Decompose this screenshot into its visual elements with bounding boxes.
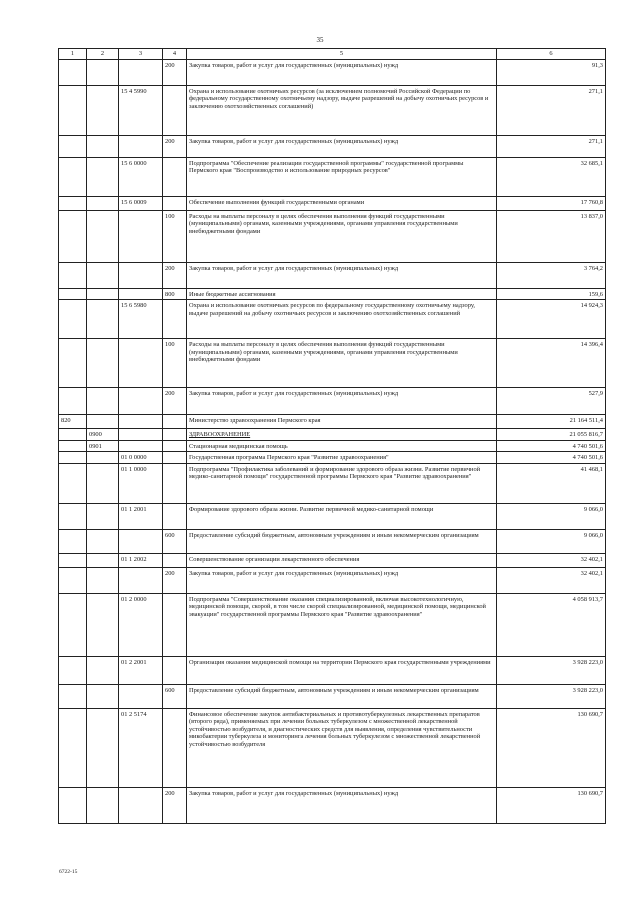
cell-section xyxy=(59,787,87,823)
cell-expense-type: 600 xyxy=(163,529,187,553)
cell-section xyxy=(59,503,87,529)
cell-section xyxy=(59,708,87,787)
cell-section xyxy=(59,452,87,464)
cell-section xyxy=(59,196,87,210)
cell-name: Государственная программа Пермского края "Развитие здравоохранения" xyxy=(187,452,497,464)
cell-name: Расходы на выплаты персоналу в целях обеспечения выполнения функций государственными (муниципальными) органами, казенными учреждениями, органами управления государственными внебюджетными фондами xyxy=(187,210,497,262)
cell-name: Предоставление субсидий бюджетным, автономным учреждениям и иным некоммерческим организациям xyxy=(187,684,497,708)
cell-subsection xyxy=(87,708,119,787)
cell-section xyxy=(59,440,87,452)
cell-name: Закупка товаров, работ и услуг для государственных (муниципальных) нужд xyxy=(187,135,497,157)
header-col-5: 5 xyxy=(187,49,497,60)
cell-expense-type: 200 xyxy=(163,787,187,823)
cell-section xyxy=(59,463,87,503)
cell-expense-type xyxy=(163,452,187,464)
cell-expense-type: 100 xyxy=(163,339,187,388)
cell-target-article xyxy=(119,339,163,388)
cell-subsection xyxy=(87,553,119,567)
cell-name: Совершенствование организации лекарственного обеспечения xyxy=(187,553,497,567)
cell-target-article: 15 6 5980 xyxy=(119,300,163,339)
table-row xyxy=(59,135,606,157)
cell-expense-type: 100 xyxy=(163,210,187,262)
cell-amount: 4 058 913,7 xyxy=(497,593,606,656)
cell-section: 820 xyxy=(59,415,87,429)
cell-section xyxy=(59,684,87,708)
cell-name: Иные бюджетные ассигнования xyxy=(187,288,497,300)
cell-expense-type xyxy=(163,429,187,441)
cell-section xyxy=(59,429,87,441)
cell-subsection xyxy=(87,339,119,388)
cell-amount: 130 690,7 xyxy=(497,708,606,787)
table-row xyxy=(59,85,606,135)
cell-expense-type xyxy=(163,85,187,135)
cell-section xyxy=(59,85,87,135)
cell-name: Министерство здравоохранения Пермского края xyxy=(187,415,497,429)
cell-amount: 271,1 xyxy=(497,85,606,135)
cell-section xyxy=(59,388,87,415)
cell-subsection xyxy=(87,415,119,429)
cell-expense-type: 800 xyxy=(163,288,187,300)
cell-amount: 159,6 xyxy=(497,288,606,300)
table-row xyxy=(59,196,606,210)
header-col-4: 4 xyxy=(163,49,187,60)
cell-target-article xyxy=(119,529,163,553)
table-row xyxy=(59,452,606,464)
cell-target-article xyxy=(119,288,163,300)
table-row xyxy=(59,440,606,452)
cell-section xyxy=(59,135,87,157)
cell-amount: 41 468,1 xyxy=(497,463,606,503)
cell-section xyxy=(59,529,87,553)
cell-amount: 32 402,1 xyxy=(497,553,606,567)
cell-expense-type xyxy=(163,656,187,684)
cell-amount: 3 928 223,0 xyxy=(497,656,606,684)
cell-target-article xyxy=(119,388,163,415)
footer-code: 6722-15 xyxy=(59,869,78,875)
cell-expense-type xyxy=(163,503,187,529)
cell-name: ЗДРАВООХРАНЕНИЕ xyxy=(187,429,497,441)
cell-expense-type xyxy=(163,415,187,429)
cell-expense-type: 200 xyxy=(163,59,187,85)
cell-expense-type: 600 xyxy=(163,684,187,708)
table-row xyxy=(59,463,606,503)
cell-name: Закупка товаров, работ и услуг для государственных (муниципальных) нужд xyxy=(187,388,497,415)
cell-name: Стационарная медицинская помощь xyxy=(187,440,497,452)
cell-expense-type: 200 xyxy=(163,135,187,157)
cell-section xyxy=(59,157,87,196)
cell-target-article xyxy=(119,787,163,823)
header-col-3: 3 xyxy=(119,49,163,60)
cell-name: Подпрограмма "Обеспечение реализации государственной программы" государственной программы Пермского края "Воспроизводство и использование природных ресурсов" xyxy=(187,157,497,196)
cell-name: Охрана и использование охотничьих ресурсов по федеральному государственному охотничьему надзору, выдаче разрешений на добычу охотничьих ресурсов и заключению охотхозяйственных соглашений xyxy=(187,300,497,339)
cell-target-article: 15 4 5990 xyxy=(119,85,163,135)
cell-expense-type: 200 xyxy=(163,567,187,593)
table-row xyxy=(59,262,606,288)
table-body xyxy=(59,59,606,823)
cell-target-article xyxy=(119,415,163,429)
cell-amount: 3 928 223,0 xyxy=(497,684,606,708)
cell-subsection: 0900 xyxy=(87,429,119,441)
cell-section xyxy=(59,59,87,85)
cell-amount: 3 764,2 xyxy=(497,262,606,288)
cell-name: Закупка товаров, работ и услуг для государственных (муниципальных) нужд xyxy=(187,787,497,823)
cell-target-article xyxy=(119,440,163,452)
table-row xyxy=(59,593,606,656)
cell-name: Подпрограмма "Профилактика заболеваний и формирование здорового образа жизни. Развитие первичной медико-санитарной помощи" государственной программы Пермского края "Развитие здравоохранения" xyxy=(187,463,497,503)
cell-target-article xyxy=(119,567,163,593)
cell-section xyxy=(59,262,87,288)
cell-subsection xyxy=(87,157,119,196)
cell-expense-type xyxy=(163,593,187,656)
table-row xyxy=(59,503,606,529)
cell-name: Закупка товаров, работ и услуг для государственных (муниципальных) нужд xyxy=(187,262,497,288)
cell-name: Закупка товаров, работ и услуг для государственных (муниципальных) нужд xyxy=(187,59,497,85)
cell-amount: 32 685,1 xyxy=(497,157,606,196)
cell-section xyxy=(59,593,87,656)
cell-section xyxy=(59,300,87,339)
cell-subsection xyxy=(87,59,119,85)
cell-target-article xyxy=(119,684,163,708)
cell-subsection xyxy=(87,288,119,300)
header-col-1: 1 xyxy=(59,49,87,60)
table-row xyxy=(59,210,606,262)
table-row xyxy=(59,656,606,684)
table-row xyxy=(59,708,606,787)
cell-target-article: 01 0 0000 xyxy=(119,452,163,464)
cell-target-article xyxy=(119,59,163,85)
cell-expense-type xyxy=(163,463,187,503)
table-row xyxy=(59,567,606,593)
cell-subsection xyxy=(87,85,119,135)
table-row xyxy=(59,429,606,441)
cell-amount: 21 164 511,4 xyxy=(497,415,606,429)
cell-target-article: 01 1 0000 xyxy=(119,463,163,503)
page-number: 35 xyxy=(316,36,324,44)
cell-amount: 14 924,3 xyxy=(497,300,606,339)
cell-amount: 271,1 xyxy=(497,135,606,157)
cell-name: Формирование здорового образа жизни. Развитие первичной медико-санитарной помощи xyxy=(187,503,497,529)
cell-target-article xyxy=(119,135,163,157)
cell-amount: 21 055 816,7 xyxy=(497,429,606,441)
table-row xyxy=(59,553,606,567)
cell-target-article: 01 2 0000 xyxy=(119,593,163,656)
table-row xyxy=(59,787,606,823)
cell-amount: 527,9 xyxy=(497,388,606,415)
cell-target-article xyxy=(119,210,163,262)
cell-subsection xyxy=(87,656,119,684)
cell-name: Предоставление субсидий бюджетным, автономным учреждениям и иным некоммерческим организациям xyxy=(187,529,497,553)
cell-subsection xyxy=(87,567,119,593)
cell-subsection xyxy=(87,593,119,656)
cell-subsection xyxy=(87,388,119,415)
cell-subsection xyxy=(87,452,119,464)
cell-target-article: 01 2 2001 xyxy=(119,656,163,684)
cell-target-article: 01 1 2001 xyxy=(119,503,163,529)
cell-target-article xyxy=(119,429,163,441)
cell-expense-type xyxy=(163,196,187,210)
cell-subsection xyxy=(87,684,119,708)
cell-amount: 9 066,0 xyxy=(497,503,606,529)
cell-amount: 91,3 xyxy=(497,59,606,85)
cell-expense-type: 200 xyxy=(163,388,187,415)
cell-expense-type xyxy=(163,300,187,339)
cell-target-article xyxy=(119,262,163,288)
cell-amount: 32 402,1 xyxy=(497,567,606,593)
cell-target-article: 01 1 2002 xyxy=(119,553,163,567)
cell-amount: 9 066,0 xyxy=(497,529,606,553)
cell-name: Обеспечение выполнения функций государственными органами xyxy=(187,196,497,210)
cell-section xyxy=(59,656,87,684)
table-header-row xyxy=(59,49,606,60)
header-col-2: 2 xyxy=(87,49,119,60)
cell-name: Охрана и использование охотничьих ресурсов (за исключением полномочий Российской Федерации по федеральному государственному охотничьему надзору, выдаче разрешений на добычу охотничьих ресурсов и заключению охотхозяйственных соглашений) xyxy=(187,85,497,135)
cell-amount: 130 690,7 xyxy=(497,787,606,823)
cell-expense-type xyxy=(163,440,187,452)
cell-target-article: 15 6 0000 xyxy=(119,157,163,196)
table-row xyxy=(59,288,606,300)
table-row xyxy=(59,684,606,708)
cell-subsection xyxy=(87,262,119,288)
cell-amount: 17 760,8 xyxy=(497,196,606,210)
cell-target-article: 15 6 0009 xyxy=(119,196,163,210)
cell-section xyxy=(59,553,87,567)
cell-expense-type xyxy=(163,157,187,196)
cell-section xyxy=(59,567,87,593)
budget-table xyxy=(58,48,606,824)
cell-expense-type xyxy=(163,708,187,787)
table-row xyxy=(59,415,606,429)
table-row xyxy=(59,339,606,388)
cell-subsection xyxy=(87,463,119,503)
cell-subsection xyxy=(87,135,119,157)
cell-name: Закупка товаров, работ и услуг для государственных (муниципальных) нужд xyxy=(187,567,497,593)
table-row xyxy=(59,388,606,415)
cell-expense-type: 200 xyxy=(163,262,187,288)
cell-subsection xyxy=(87,300,119,339)
cell-name: Расходы на выплаты персоналу в целях обеспечения выполнения функций государственными (муниципальными) органами, казенными учреждениями, органами управления государственными внебюджетными фондами xyxy=(187,339,497,388)
cell-target-article: 01 2 5174 xyxy=(119,708,163,787)
cell-subsection xyxy=(87,196,119,210)
cell-expense-type xyxy=(163,553,187,567)
cell-section xyxy=(59,288,87,300)
cell-name: Финансовое обеспечение закупок антибактериальных и противотуберкулезных лекарственных препаратов (второго ряда), применяемых при лечении больных туберкулезом с множественной лекарственной устойчивостью возбудителя, и диагностических средств для выявления, определения чувствительности микобактерии туберкулеза и мониторинга лечения больных туберкулезом с множественной лекарственной устойчивостью возбудителя xyxy=(187,708,497,787)
cell-subsection xyxy=(87,787,119,823)
cell-subsection: 0901 xyxy=(87,440,119,452)
cell-subsection xyxy=(87,529,119,553)
cell-subsection xyxy=(87,503,119,529)
cell-amount: 14 396,4 xyxy=(497,339,606,388)
table-row xyxy=(59,300,606,339)
cell-amount: 4 740 501,6 xyxy=(497,440,606,452)
cell-section xyxy=(59,339,87,388)
table-row xyxy=(59,157,606,196)
cell-amount: 13 837,0 xyxy=(497,210,606,262)
cell-amount: 4 740 501,6 xyxy=(497,452,606,464)
cell-name: Подпрограмма "Совершенствование оказания специализированной, включая высокотехнологичную, медицинской помощи, скорой, в том числе скорой специализированной, медицинской помощи, медицинской эвакуации" государственной программы Пермского края "Развитие здравоохранения" xyxy=(187,593,497,656)
cell-subsection xyxy=(87,210,119,262)
header-col-6: 6 xyxy=(497,49,606,60)
table-row xyxy=(59,59,606,85)
cell-section xyxy=(59,210,87,262)
cell-name: Организация оказания медицинской помощи на территории Пермского края государственными учреждениями xyxy=(187,656,497,684)
table-row xyxy=(59,529,606,553)
